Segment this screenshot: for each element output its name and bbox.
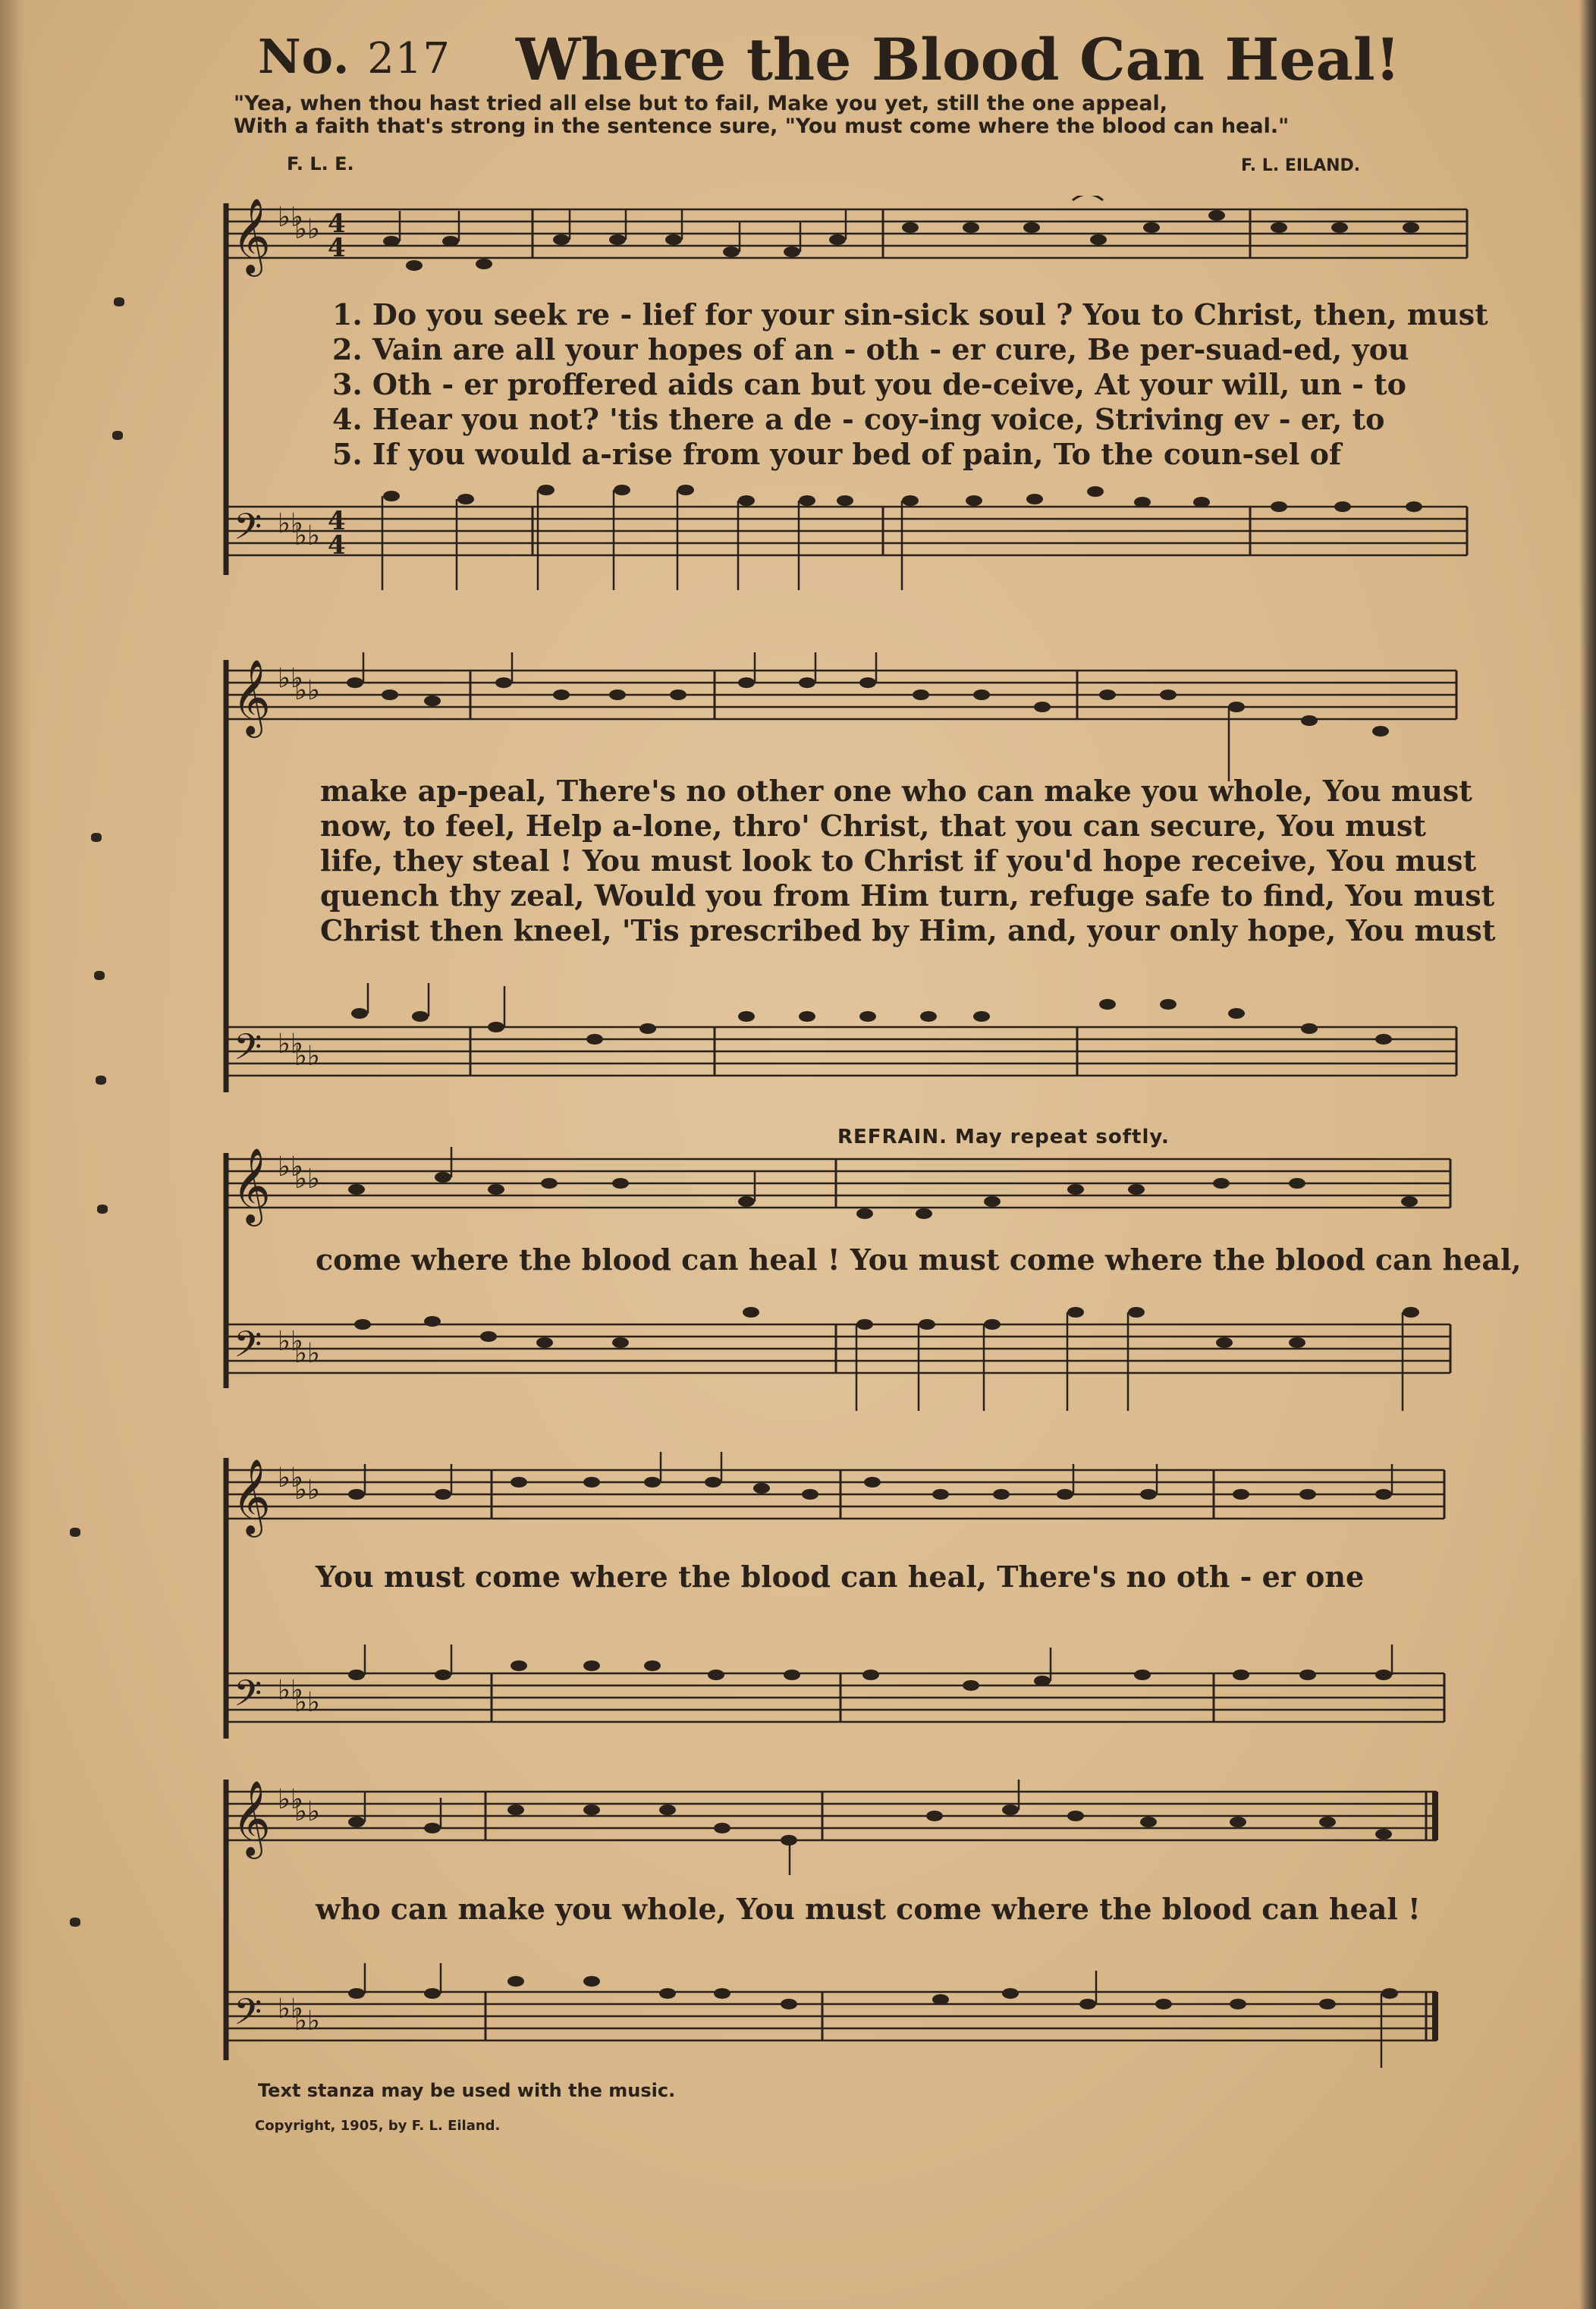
lyric-line-verse-3: 3. Oth - er proffered aids can but you de-ceive, At your will, un - to [332,367,1407,401]
svg-text:♭♭: ♭♭ [278,1326,303,1357]
epigraph-line: With a faith that's strong in the sentence sure, "You must come where the blood can heal." [234,115,1290,138]
svg-text:𝄞: 𝄞 [232,1148,271,1224]
words-author: F. L. E. [287,153,354,174]
svg-text:4: 4 [328,233,346,263]
hymn-number [258,29,451,84]
svg-text:♭♭: ♭♭ [278,1151,303,1183]
lyric-line-verse-3: life, they steal ! You must look to Christ if you'd hope receive, You must [320,843,1477,878]
svg-text:♭♭: ♭♭ [294,1796,320,1827]
svg-text:𝄢: 𝄢 [234,1026,262,1077]
lyric-line-verse-1: make ap-peal, There's no other one who can make you whole, You must [320,774,1472,808]
svg-text:𝄢: 𝄢 [234,1323,262,1374]
music-system-1 [215,196,1488,620]
verse-lyrics-part1 [332,297,1488,472]
binding-hole [91,833,102,842]
svg-text:♭♭: ♭♭ [294,675,320,706]
music-system-4 [215,1450,1467,1754]
music-system-3 [215,1145,1522,1434]
system-5-lyrics: who can make you whole, You must come where the blood can heal ! [316,1892,1421,1926]
svg-text:♭♭: ♭♭ [278,508,303,539]
binding-hole [114,297,124,306]
svg-text:♭♭: ♭♭ [278,1784,303,1815]
music-system-2 [215,652,1496,1100]
svg-text:♭♭: ♭♭ [294,1164,320,1195]
lyric-line-verse-4: 4. Hear you not? 'tis there a de - coy-ing voice, Striving ev - er, to [332,402,1385,436]
page-right-edge [1579,0,1596,2309]
svg-text:♭♭: ♭♭ [294,1041,320,1072]
system-3-notation [215,1145,1475,1434]
verse-lyrics-part2 [320,774,1495,948]
lyric-line-verse-4: quench thy zeal, Would you from Him turn, refuge safe to find, You must [320,878,1495,913]
copyright-notice: Copyright, 1905, by F. L. Eiland. [255,2118,501,2134]
binding-hole [70,1918,80,1927]
svg-text:𝄞: 𝄞 [232,659,271,735]
music-system-5 [215,1772,1467,2075]
binding-hole [94,971,105,980]
svg-text:♭♭: ♭♭ [294,1687,320,1718]
svg-text:♭♭: ♭♭ [294,1338,320,1369]
system-4-notation [215,1450,1475,1754]
page-left-edge [0,0,32,2309]
svg-text:♭♭: ♭♭ [278,1029,303,1060]
svg-text:♭♭: ♭♭ [294,214,320,245]
epigraph-line: "Yea, when thou hast tried all else but to fail, Make you yet, still the one appeal, [234,92,1168,115]
svg-text:𝄞: 𝄞 [232,198,271,274]
footer-note: Text stanza may be used with the music. [258,2080,676,2101]
svg-text:𝄞: 𝄞 [232,1780,271,1856]
svg-text:♭♭: ♭♭ [294,1475,320,1506]
svg-text:𝄢: 𝄢 [234,1672,262,1723]
hymn-title: Where the Blood Can Heal! [516,26,1401,93]
svg-text:4: 4 [328,530,346,561]
binding-hole [96,1076,106,1085]
lyric-line-verse-2: now, to feel, Help a-lone, thro' Christ, that you can secure, You must [320,809,1426,843]
binding-hole [97,1205,108,1214]
svg-text:♭♭: ♭♭ [278,1675,303,1706]
svg-text:4: 4 [328,506,346,536]
svg-text:4: 4 [328,209,346,239]
system-4-lyrics: You must come where the blood can heal, There's no oth - er one [316,1560,1365,1594]
svg-text:𝄢: 𝄢 [234,1990,262,2042]
binding-hole [70,1528,80,1537]
refrain-label: REFRAIN. May repeat softly. [837,1126,1170,1148]
svg-text:♭♭: ♭♭ [294,520,320,551]
svg-text:♭♭: ♭♭ [278,202,303,233]
hymn-number-value: 217 [367,34,451,83]
svg-text:♭♭: ♭♭ [278,663,303,694]
epigraph [234,93,1508,138]
svg-text:𝄢: 𝄢 [234,505,262,557]
lyric-line-verse-2: 2. Vain are all your hopes of an - oth - er cure, Be per-suad-ed, you [332,332,1409,366]
lyric-line-verse-1: 1. Do you seek re - lief for your sin-sick soul ? You to Christ, then, must [332,297,1488,331]
hymn-number-prefix: No. [258,29,350,84]
lyric-line-verse-5: 5. If you would a-rise from your bed of pain, To the coun-sel of [332,437,1342,471]
svg-text:♭♭: ♭♭ [294,2006,320,2037]
svg-text:𝄞: 𝄞 [232,1459,271,1535]
binding-hole [112,431,123,440]
lyric-line-verse-5: Christ then kneel, 'Tis prescribed by Him, and, your only hope, You must [320,913,1496,947]
svg-text:♭♭: ♭♭ [278,1462,303,1494]
title-row [258,26,1472,97]
svg-text:♭♭: ♭♭ [278,1993,303,2025]
music-composer: F. L. EILAND. [1241,156,1361,175]
system-3-lyrics: come where the blood can heal ! You must come where the blood can heal, [316,1242,1522,1277]
